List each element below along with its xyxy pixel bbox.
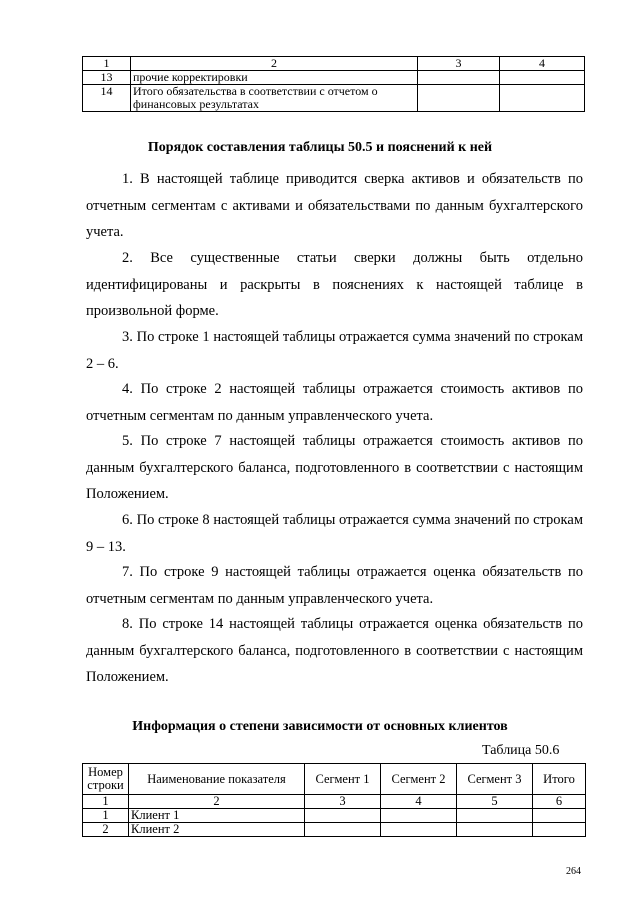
table-cell: 4 bbox=[500, 57, 585, 71]
table-cell bbox=[500, 85, 585, 112]
table-header-cell: Итого bbox=[533, 764, 586, 795]
table-cell bbox=[418, 85, 500, 112]
paragraph: 4. По строке 2 настоящей таблицы отражается стоимость активов по отчетным сегментам по данным управленческого учета. bbox=[86, 381, 583, 424]
table-cell bbox=[381, 809, 457, 823]
table-cell: Итого обязательства в соответствии с отчетом о финансовых результатах bbox=[131, 85, 418, 112]
table-header-row bbox=[83, 57, 585, 71]
table-cell bbox=[457, 823, 533, 837]
table-cell: Клиент 1 bbox=[129, 809, 305, 823]
table-cell bbox=[533, 809, 586, 823]
table-row bbox=[83, 823, 586, 837]
table-cell bbox=[418, 71, 500, 85]
table-cell: 5 bbox=[457, 795, 533, 809]
section-heading: Порядок составления таблицы 50.5 и пояснений к ней bbox=[147, 140, 493, 155]
table-header-cell: Сегмент 2 bbox=[381, 764, 457, 795]
paragraph: 7. По строке 9 настоящей таблицы отражается оценка обязательств по отчетным сегментам по данным управленческого учета. bbox=[86, 564, 583, 607]
table-cell: 2 bbox=[131, 57, 418, 71]
paragraph: 6. По строке 8 настоящей таблицы отражается сумма значений по строкам 9 – 13. bbox=[86, 512, 583, 555]
table-cell bbox=[381, 823, 457, 837]
table-cell bbox=[500, 71, 585, 85]
table-row bbox=[83, 71, 585, 85]
page-number: 264 bbox=[566, 866, 581, 877]
paragraph: 8. По строке 14 настоящей таблицы отражается оценка обязательств по данным бухгалтерского баланса, подготовленного в соответствии с настоящим Положением. bbox=[86, 616, 583, 685]
table-cell: 3 bbox=[305, 795, 381, 809]
table-header-cell: Сегмент 1 bbox=[305, 764, 381, 795]
table-cell: 4 bbox=[381, 795, 457, 809]
paragraph: 5. По строке 7 настоящей таблицы отражается стоимость активов по данным бухгалтерского баланса, подготовленного в соответствии с настоящим Положением. bbox=[86, 433, 583, 502]
paragraph: 1. В настоящей таблице приводится сверка активов и обязательств по отчетным сегментам с активами и обязательствами по данным бухгалтерского учета. bbox=[86, 171, 583, 240]
table-cell: 14 bbox=[83, 85, 131, 112]
table-header-cell: Наименование показателя bbox=[129, 764, 305, 795]
table-cell: 2 bbox=[83, 823, 129, 837]
paragraph: 2. Все существенные статьи сверки должны быть отдельно идентифицированы и раскрыты в пояснениях к настоящей таблице в произвольной форме. bbox=[86, 250, 583, 319]
table-number-row bbox=[83, 795, 586, 809]
table-cell bbox=[305, 823, 381, 837]
table-header-row bbox=[83, 764, 586, 795]
table-cell: прочие корректировки bbox=[131, 71, 418, 85]
table-cell bbox=[533, 823, 586, 837]
paragraph: 3. По строке 1 настоящей таблицы отражается сумма значений по строкам 2 – 6. bbox=[86, 329, 583, 372]
table-cell: 1 bbox=[83, 57, 131, 71]
table-header-cell: Сегмент 3 bbox=[457, 764, 533, 795]
table-row bbox=[83, 809, 586, 823]
table-cell: 13 bbox=[83, 71, 131, 85]
table-label: Таблица 50.6 bbox=[482, 743, 560, 758]
clients-table bbox=[82, 763, 586, 837]
table-cell: 3 bbox=[418, 57, 500, 71]
table-cell bbox=[457, 809, 533, 823]
section-heading: Информация о степени зависимости от основных клиентов bbox=[132, 719, 508, 734]
table-cell: 1 bbox=[83, 809, 129, 823]
table-cell: 1 bbox=[83, 795, 129, 809]
table-row bbox=[83, 85, 585, 112]
table-cell: 2 bbox=[129, 795, 305, 809]
table-cell: Клиент 2 bbox=[129, 823, 305, 837]
table-header-cell: Номер строки bbox=[83, 764, 129, 795]
table-cell: 6 bbox=[533, 795, 586, 809]
top-table bbox=[82, 56, 585, 112]
table-cell bbox=[305, 809, 381, 823]
